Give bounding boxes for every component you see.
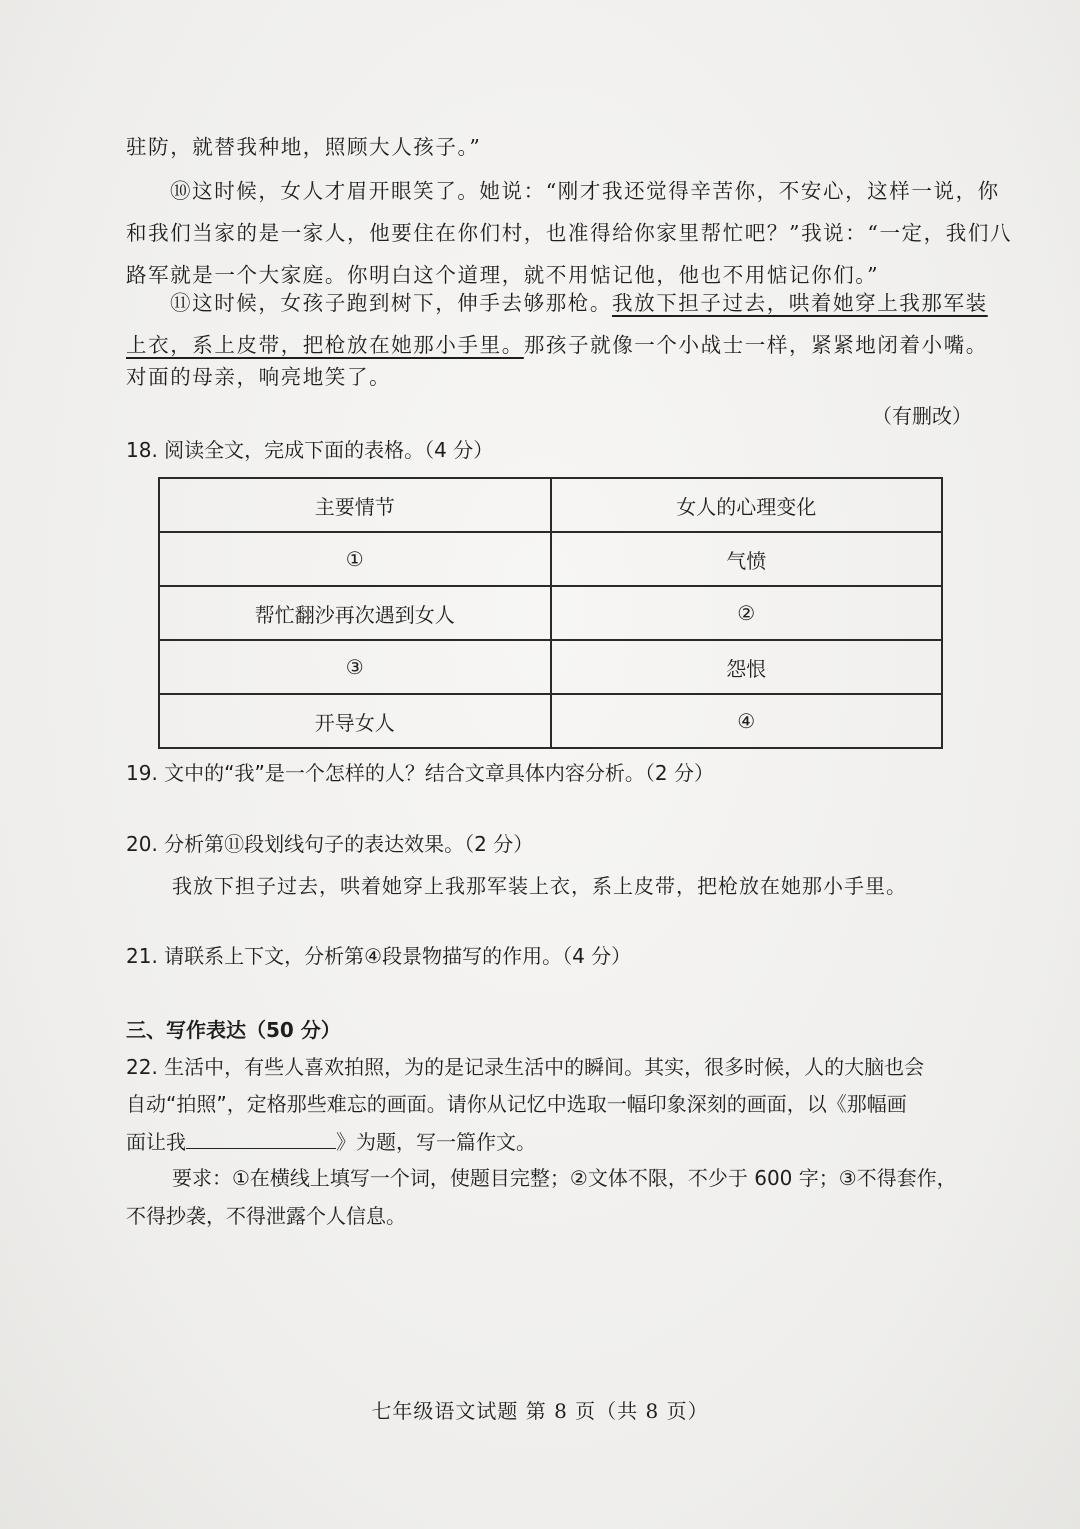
question-20: 20. 分析第⑪段划线句子的表达效果。（2 分） [126,832,534,856]
table-cell: 气愤 [551,532,943,586]
title-blank[interactable] [186,1128,336,1149]
page-footer: 七年级语文试题 第 8 页（共 8 页） [371,1399,709,1423]
title-prefix: 面让我 [126,1130,186,1154]
passage-line: 驻防，就替我种地，照顾大人孩子。” [126,135,482,159]
table-row [159,694,942,748]
para11-intro: ⑪这时候，女孩子跑到树下，伸手去够那枪。 [170,291,612,315]
requirements-line1: 要求：①在横线上填写一个词，使题目完整；②文体不限，不少于 600 字；③不得套作， [172,1166,957,1190]
table-row [159,640,942,694]
table-cell[interactable]: ① [159,532,551,586]
question-19: 19. 文中的“我”是一个怎样的人？结合文章具体内容分析。（2 分） [126,761,714,785]
section-3-title: 三、写作表达（50 分） [126,1018,341,1042]
header-main-plot: 主要情节 [159,478,551,532]
header-emotion-change: 女人的心理变化 [551,478,943,532]
passage-para10-line1: ⑩这时候，女人才眉开眼笑了。她说：“刚才我还觉得辛苦你，不安心，这样一说，你 [170,179,1000,203]
question-18: 18. 阅读全文，完成下面的表格。（4 分） [126,438,494,462]
table-cell[interactable]: ④ [551,694,943,748]
table-cell: 开导女人 [159,694,551,748]
table-row [159,532,942,586]
passage-para11-line3: 对面的母亲，响亮地笑了。 [126,365,392,389]
table-cell[interactable]: ③ [159,640,551,694]
plot-emotion-table [158,477,943,749]
question-20-sentence: 我放下担子过去，哄着她穿上我那军装上衣，系上皮带，把枪放在她那小手里。 [172,874,907,898]
edited-note: （有删改） [872,404,972,428]
question-22-line1: 22. 生活中，有些人喜欢拍照，为的是记录生活中的瞬间。其实，很多时候，人的大脑也会 [126,1055,925,1079]
title-suffix: 》为题，写一篇作文。 [336,1130,536,1154]
passage-para10-line3: 路军就是一个大家庭。你明白这个道理，就不用惦记他，他也不用惦记你们。” [126,263,880,287]
table-header-row [159,478,942,532]
requirements-line2: 不得抄袭，不得泄露个人信息。 [126,1204,406,1228]
question-22-line3 [126,1124,978,1160]
table-cell: 帮忙翻沙再次遇到女人 [159,586,551,640]
underlined-sentence-part1: 我放下担子过去，哄着她穿上我那军装 [612,291,988,315]
passage-para11-line1 [126,282,988,324]
underlined-sentence-part2: 上衣，系上皮带，把枪放在她那小手里。 [126,333,524,357]
question-21: 21. 请联系上下文，分析第④段景物描写的作用。（4 分） [126,944,632,968]
table-cell: 怨恨 [551,640,943,694]
table-row [159,586,942,640]
question-22-line2: 自动“拍照”，定格那些难忘的画面。请你从记忆中选取一幅印象深刻的画面，以《那幅画 [126,1092,907,1116]
table-cell[interactable]: ② [551,586,943,640]
para11-rest: 那孩子就像一个小战士一样，紧紧地闭着小嘴。 [523,333,988,357]
passage-para10-line2: 和我们当家的是一家人，他要住在你们村，也准得给你家里帮忙吧？”我说：“一定，我们八 [126,221,1013,245]
